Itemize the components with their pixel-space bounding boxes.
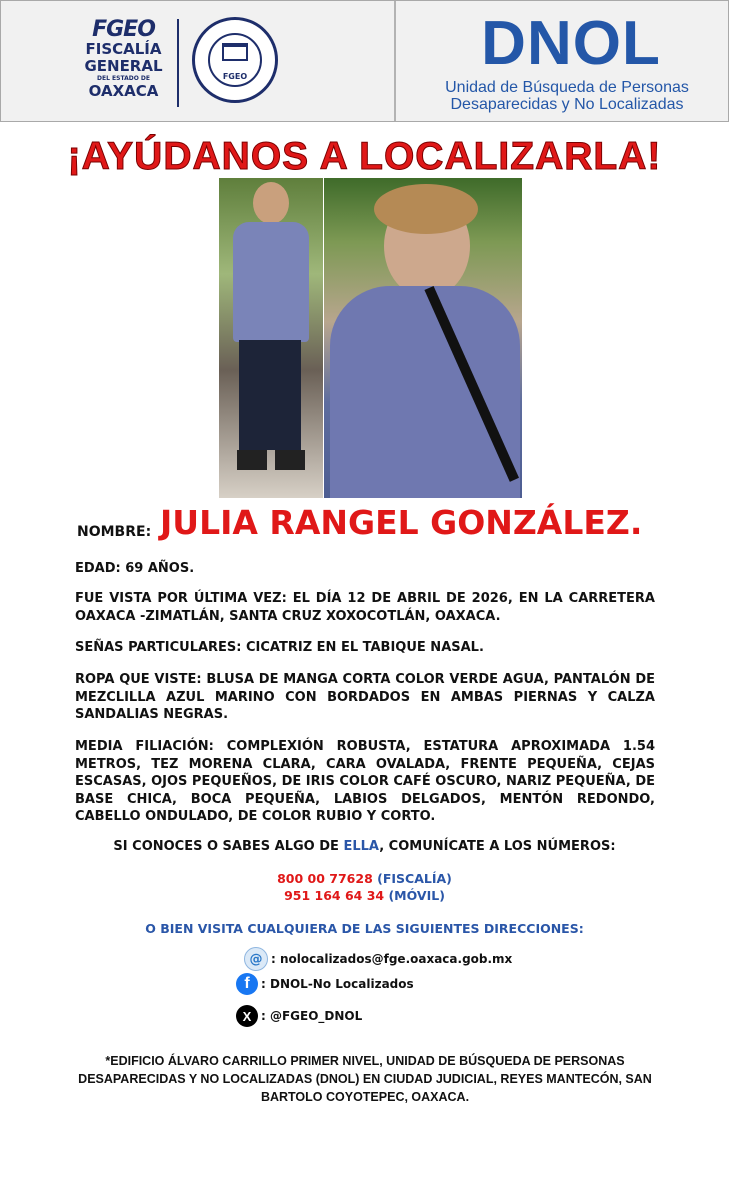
headline: ¡AYÚDANOS A LOCALIZARLA! [67,135,662,178]
clothes-field: ROPA QUE VISTE: BLUSA DE MANGA CORTA COLOR VERDE AGUA, PANTALÓN DE MEZCLILLA AZUL MARINO CON BORDADOS EN AMBAS PIERNAS Y CALZA SANDALIAS NEGRAS. [75,672,655,722]
phone-label: (FISCALÍA) [372,871,452,886]
name-label: NOMBRE: [77,524,152,540]
logo-divider [177,19,179,107]
person-name: JULIA RANGEL GONZÁLEZ. [160,503,643,542]
email-row[interactable] [244,947,512,971]
header-divider [394,1,396,121]
facebook-row[interactable] [236,973,414,995]
photo-full-body [219,178,323,498]
photo-portrait [324,178,522,498]
x-text[interactable]: : @FGEO_DNOL [261,1009,363,1023]
dnol-subtitle-line2: Desaparecidas y No Localizadas [450,96,684,113]
fgeo-logo-line: GENERAL [84,57,163,75]
marks-field: SEÑAS PARTICULARES: CICATRIZ EN EL TABIQUE NASAL. [75,640,484,655]
contact-intro-text: , COMUNÍCATE A LOS NÚMEROS: [379,839,616,854]
contact-intro-text: SI CONOCES O SABES ALGO DE [113,839,344,854]
fgeo-logo-line: DEL ESTADO DE [97,75,150,82]
phone-label: (MÓVIL) [384,888,445,903]
dnol-subtitle-line1: Unidad de Búsqueda de Personas [445,79,689,96]
visit-text: O BIEN VISITA CUALQUIERA DE LAS SIGUIENTES DIRECCIONES: [145,921,584,936]
fgeo-logo [81,19,166,107]
seal-text: FGEO [222,72,248,81]
fgeo-logo-line: FISCALÍA [85,40,162,58]
fiscalia-seal [192,17,278,103]
phone-fiscalia[interactable] [0,871,729,886]
description-field: MEDIA FILIACIÓN: COMPLEXIÓN ROBUSTA, ESTATURA APROXIMADA 1.54 METROS, TEZ MORENA CLARA, CARA OVALADA, FRENTE PEQUEÑA, CEJAS ESCASAS, OJOS PEQUEÑOS, DE IRIS COLOR CAFÉ OSCURO, NARIZ PEQUEÑA, DE BASE CHICA, BOCA PEQUEÑA, LABIOS DELGADOS, MENTÓN REDONDO, CABELLO ONDULADO, DE COLOR RUBIO Y CORTO. [75,739,655,824]
phone-number[interactable]: 951 164 64 34 [284,888,385,903]
email-text[interactable]: : nolocalizados@fge.oaxaca.gob.mx [271,952,513,966]
last-seen-field: FUE VISTA POR ÚLTIMA VEZ: EL DÍA 12 DE ABRIL DE 2026, EN LA CARRETERA OAXACA -ZIMATLÁN, SANTA CRUZ XOXOCOTLÁN, OAXACA. [75,591,655,624]
facebook-text[interactable]: : DNOL-No Localizados [261,977,414,991]
dnol-subtitle [431,79,703,113]
age-field: EDAD: 69 AÑOS. [75,561,195,576]
fgeo-logo-mark: FGEO [92,17,155,42]
phone-movil[interactable] [0,888,729,903]
x-icon: X [236,1005,258,1027]
header-banner [0,0,729,122]
phone-number[interactable]: 800 00 77628 [277,871,373,886]
contact-intro-highlight: ELLA [343,839,380,854]
dnol-logo: DNOL [481,9,661,78]
contact-intro [0,839,729,854]
facebook-icon: f [236,973,258,995]
email-icon: @ [244,947,268,971]
x-row[interactable] [236,1005,362,1027]
address-footer: *EDIFICIO ÁLVARO CARRILLO PRIMER NIVEL, UNIDAD DE BÚSQUEDA DE PERSONAS DESAPARECIDAS Y NO LOCALIZADAS (DNOL) EN CIUDAD JUDICIAL, REYES MANTECÓN, SAN BARTOLO COYOTEPEC, OAXACA. [78,1054,652,1104]
fgeo-logo-line: OAXACA [88,82,159,100]
